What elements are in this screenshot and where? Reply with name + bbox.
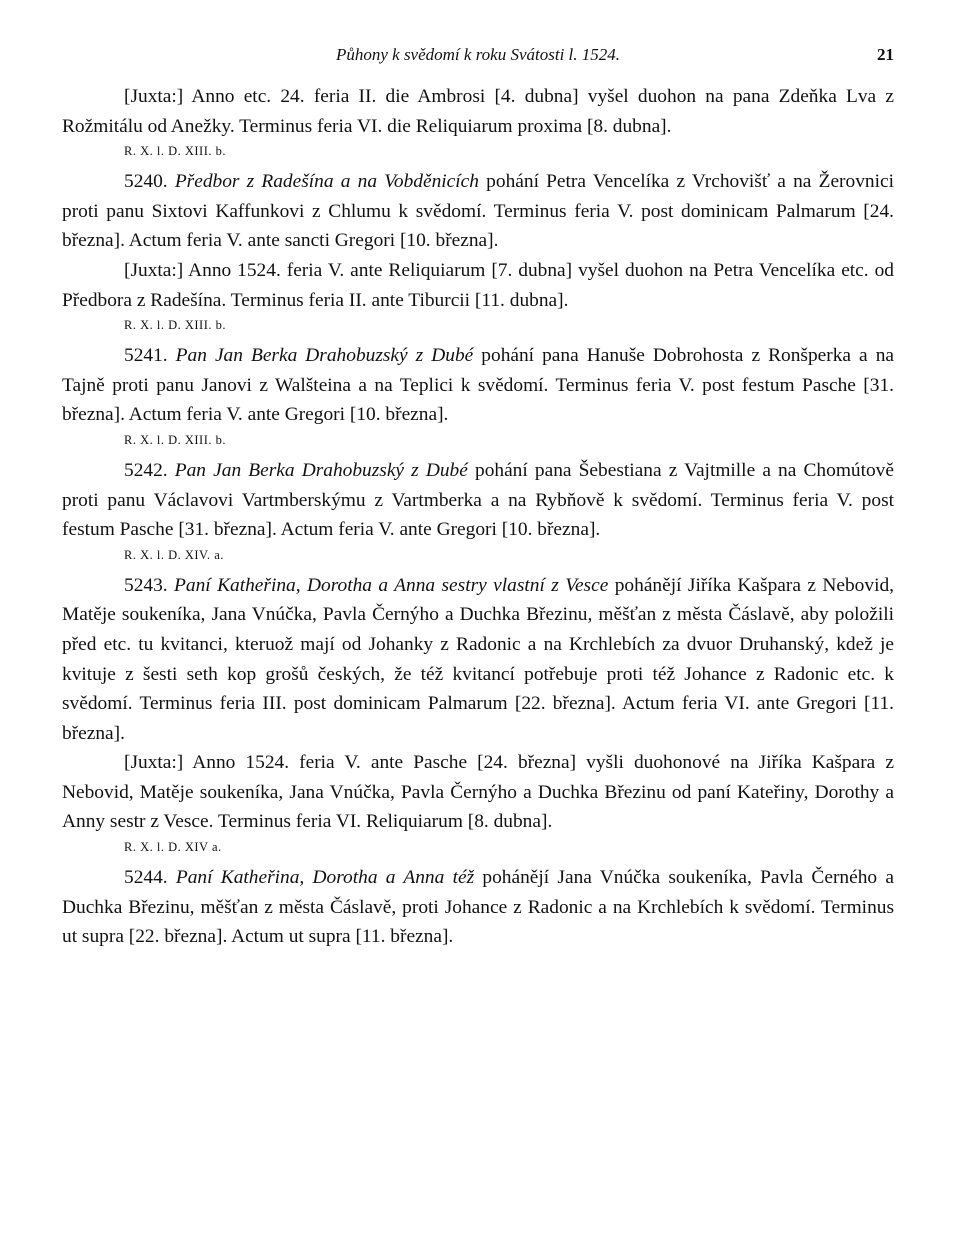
page-number: 21 <box>877 45 894 64</box>
archival-reference: R. X. l. D. XIV. a. <box>124 547 224 562</box>
archival-reference: R. X. l. D. XIII. b. <box>124 318 227 333</box>
text-run: 5241. <box>124 345 176 367</box>
text-paragraph <box>62 863 894 952</box>
italic-name: Předbor z Radešína a na Vobděnicích <box>174 171 479 193</box>
archival-reference: R. X. l. D. XIII. b. <box>124 432 227 447</box>
text-run: pohání Petra Vencelíka z Vrchovišť a na Žerovnici proti panu Sixtovi Kaffunkovi z Chlumu k svědomí. Terminus feria V. post dominicam Palmarum [24. března]. Actum feria V. ante sancti Gregori [10. března]. <box>62 171 894 252</box>
text-run: 5242. <box>124 459 175 481</box>
text-run: [Juxta:] Anno 1524. feria V. ante Reliquiarum [7. dubna] vyšel duohon na Petra Vencelíka etc. od Předbora z Radešína. Terminus feria II. ante Tiburcii [11. dubna]. <box>62 259 894 311</box>
text-paragraph <box>62 571 894 749</box>
text-paragraph <box>62 167 894 256</box>
text-paragraph <box>62 456 894 545</box>
text-run: pohání pana Šebestiana z Vajtmille a na Chomútově proti panu Václavovi Vartmberskýmu z Vartmberka a na Rybňově k svědomí. Terminus feria V. post festum Pasche [31. března]. Actum feria V. ante Gregori [10. března]. <box>62 459 894 541</box>
archival-reference: R. X. l. D. XIV a. <box>124 840 222 855</box>
text-run: pohánějí Jiříka Kašpara z Nebovid, Matěje soukeníka, Jana Vnúčka, Pavla Černýho a Duchka Březinu, měšťan z města Čáslavě, aby položili před etc. tu kvitanci, kteruož mají od Johanky z Radonic a na Krchlebích za dvuor Druhanský, kdež je kvituje z šesti seth kop grošů českých, že též kvitancí potřebuje proti též Johance z Radonic etc. k svědomí. Terminus feria III. post dominicam Palmarum [22. března]. Actum feria VI. ante Gregori [11. března]. <box>62 574 894 744</box>
running-title: Půhony k svědomí k roku Svátosti l. 1524. <box>335 45 621 64</box>
italic-name: Paní Katheřina, Dorotha a Anna sestry vlastní z Vesce <box>174 574 609 596</box>
page-header <box>62 38 894 82</box>
text-run: pohánějí Jana Vnúčka soukeníka, Pavla Černého a Duchka Březinu, měšťan z města Čáslavě, proti Johance z Radonic a na Krchlebích k svědomí. Terminus ut supra [22. března]. Actum ut supra [11. března]. <box>62 867 894 948</box>
text-run: [Juxta:] Anno etc. 24. feria II. die Ambrosi [4. dubna] vyšel duohon na pana Zdeňka Lva z Rožmitálu od Anežky. Terminus feria VI. die Reliquiarum proxima [8. dubna]. <box>62 86 894 137</box>
text-run: 5240. <box>124 171 175 193</box>
italic-name: Paní Katheřina, Dorotha a Anna též <box>175 867 475 889</box>
document-page <box>62 38 894 952</box>
text-paragraph <box>62 256 894 315</box>
archival-reference: R. X. l. D. XIII. b. <box>124 144 227 159</box>
italic-name: Pan Jan Berka Drahobuzský z Dubé <box>175 345 474 367</box>
text-run: [Juxta:] Anno 1524. feria V. ante Pasche [24. března] vyšli duohonové na Jiříka Kašpara z Nebovid, Matěje soukeníka, Jana Vnúčka, Pavla Černýho a Duchka Březinu od paní Kateřiny, Dorothy a Anny sestr z Vesce. Terminus feria VI. Reliquiarum [8. dubna]. <box>62 752 894 833</box>
text-run: 5244. <box>124 867 176 889</box>
text-run: 5243. <box>124 574 175 596</box>
italic-name: Pan Jan Berka Drahobuzský z Dubé <box>174 459 468 481</box>
text-paragraph <box>62 82 894 141</box>
text-run: pohání pana Hanuše Dobrohosta z Ronšperka a na Tajně proti panu Janovi z Walšteina a na Teplici k svědomí. Terminus feria V. post festum Pasche [31. března]. Actum feria V. ante Gregori [10. března]. <box>62 345 894 426</box>
text-paragraph <box>62 341 894 430</box>
text-paragraph <box>62 748 894 837</box>
document-body <box>62 82 894 952</box>
